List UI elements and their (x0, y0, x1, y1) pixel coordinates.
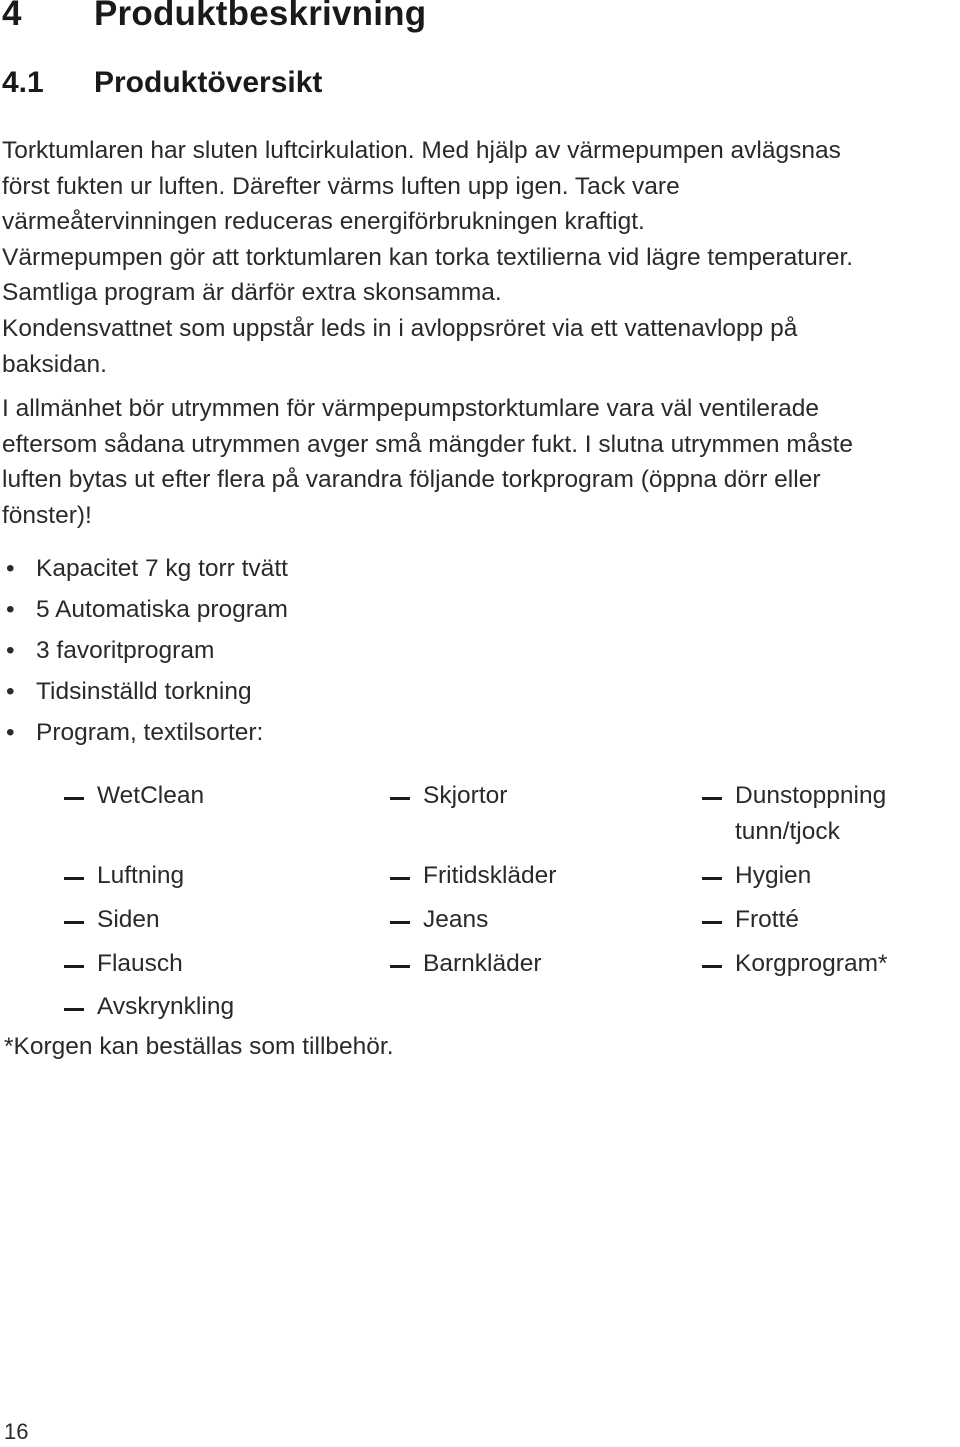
bullet-icon: • (6, 596, 15, 623)
subsection-title: Produktöversikt (94, 66, 323, 99)
program-item: Flausch (64, 946, 234, 982)
dash-icon (390, 797, 410, 800)
dash-icon (702, 797, 722, 800)
paragraph-line: eftersom sådana utrymmen avger små mängder fukt. I slutna utrymmen måste (2, 430, 854, 458)
footnote: *Korgen kan beställas som tillbehör. (4, 1033, 394, 1060)
dash-icon (64, 921, 84, 924)
dash-icon (64, 965, 84, 968)
program-item: Avskrynkling (64, 989, 234, 1025)
dash-icon (390, 921, 410, 924)
page-number: 16 (4, 1419, 29, 1444)
program-column-2 (390, 778, 556, 982)
dash-icon (64, 797, 84, 800)
dash-icon (390, 877, 410, 880)
program-item: Barnkläder (390, 946, 556, 982)
program-column-3 (702, 778, 888, 982)
paragraph-line: värmeåtervinningen reduceras energiförbrukningen kraftigt. (2, 208, 645, 236)
section-number: 4 (2, 0, 22, 33)
program-item: Fritidskläder (390, 858, 556, 894)
program-item: Jeans (390, 902, 556, 938)
dash-icon (390, 965, 410, 968)
program-item: Skjortor (390, 778, 556, 814)
paragraph-line: luften bytas ut efter flera på varandra följande torkprogram (öppna dörr eller (2, 466, 821, 494)
subsection-number: 4.1 (2, 66, 44, 99)
program-column-1 (64, 778, 234, 1025)
program-item: Hygien (702, 858, 888, 894)
program-item: Luftning (64, 858, 234, 894)
paragraph-line: Kondensvattnet som uppstår leds in i avloppsröret via ett vattenavlopp på (2, 314, 798, 342)
paragraph-line: Samtliga program är därför extra skonsamma. (2, 279, 502, 307)
paragraph-line: Värmepumpen gör att torktumlaren kan torka textilierna vid lägre temperaturer. (2, 243, 854, 271)
bullet-icon: • (6, 719, 15, 746)
paragraph-line: Torktumlaren har sluten luftcirkulation. Med hjälp av värmepumpen avlägsnas (2, 137, 841, 164)
dash-icon (64, 1008, 84, 1011)
section-heading (2, 0, 426, 34)
paragraph-line: I allmänhet bör utrymmen för värmpepumpstorktumlare vara väl ventilerade (2, 395, 820, 422)
ventilation-paragraph (2, 391, 952, 533)
program-item: Siden (64, 902, 234, 938)
program-item: WetClean (64, 778, 234, 814)
dash-icon (702, 965, 722, 968)
intro-paragraph (2, 133, 952, 382)
paragraph-line: först fukten ur luften. Därefter värms luften upp igen. Tack vare (2, 172, 680, 200)
dash-icon (64, 877, 84, 880)
bullet-icon: • (6, 637, 15, 664)
program-item: Dunstoppning (702, 778, 888, 814)
dash-icon (702, 921, 722, 924)
bullet-icon: • (6, 678, 15, 705)
paragraph-line: fönster)! (2, 501, 92, 529)
subsection-heading (2, 66, 322, 100)
paragraph-line: baksidan. (2, 350, 107, 378)
dash-icon (702, 877, 722, 880)
bullet-icon: • (6, 555, 15, 582)
program-item: Frotté (702, 902, 888, 938)
section-title: Produktbeskrivning (94, 0, 427, 33)
program-item: Korgprogram* (702, 946, 888, 982)
program-item-continuation: tunn/tjock (735, 818, 840, 845)
